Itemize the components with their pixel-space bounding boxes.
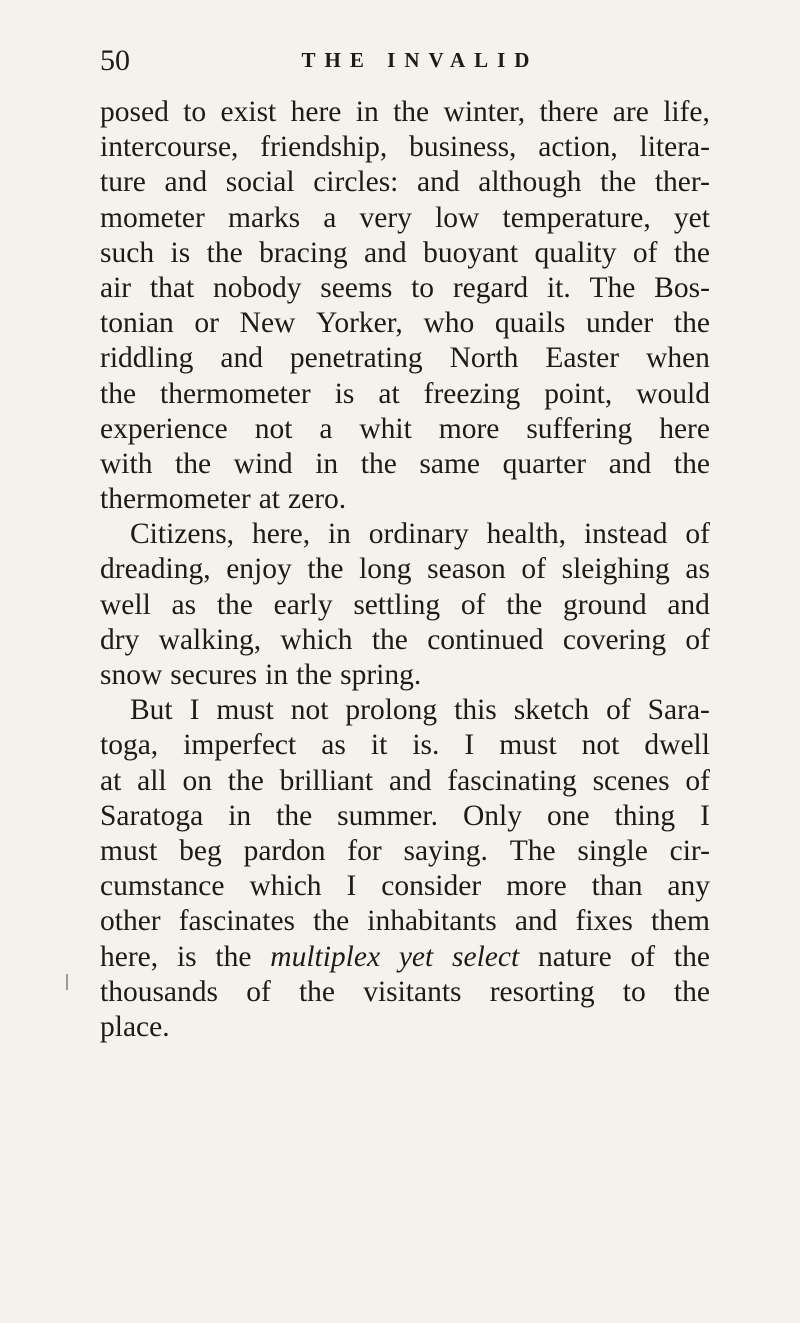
word: the: [673, 236, 710, 269]
word: beg: [179, 834, 222, 867]
word: visitants: [363, 975, 462, 1008]
word: it.: [546, 271, 571, 304]
body-text: [100, 95, 710, 1045]
word: thermometer: [100, 483, 251, 516]
word: all: [137, 764, 167, 797]
running-title: THE INVALID: [301, 48, 539, 72]
word: here: [290, 96, 342, 128]
word: must: [100, 834, 158, 867]
word: the: [276, 799, 313, 832]
word: nobody: [212, 271, 302, 304]
text-line: [100, 517, 710, 552]
word: and: [164, 166, 208, 199]
word: fixes: [575, 905, 633, 938]
word: here: [659, 412, 710, 445]
word: dwell: [644, 729, 710, 762]
word: the: [393, 96, 430, 128]
word: the: [506, 588, 543, 621]
word: of: [685, 764, 710, 797]
word: imperfect: [183, 729, 297, 762]
word: prolong: [345, 694, 438, 727]
word: exist: [220, 96, 277, 128]
word: in: [228, 799, 252, 832]
word: them: [650, 905, 710, 938]
word: The: [509, 834, 556, 867]
word: in: [265, 659, 289, 691]
word: summer.: [337, 799, 438, 832]
word: life,: [663, 96, 710, 128]
word: the: [206, 236, 243, 269]
word: the: [371, 623, 408, 656]
text-line: [100, 377, 710, 412]
word: But: [130, 694, 173, 727]
running-head: [100, 44, 710, 84]
word: and: [514, 905, 558, 938]
word: as: [685, 553, 710, 586]
word: and: [417, 166, 460, 199]
word: thermometer: [160, 377, 311, 410]
word: the: [673, 447, 710, 480]
word: any: [667, 870, 710, 903]
word: than: [591, 870, 643, 903]
word: under: [586, 307, 654, 340]
text-line: [100, 975, 710, 1010]
word: zero.: [288, 483, 347, 516]
word: of: [460, 588, 486, 621]
text-line: [100, 412, 710, 447]
word: as: [171, 588, 197, 621]
word: ground: [563, 588, 647, 621]
word: quails: [494, 307, 566, 340]
word: buoyant: [423, 236, 519, 269]
word: and: [388, 764, 432, 797]
word: the: [307, 553, 344, 586]
word: select: [452, 940, 520, 973]
text-line: [100, 658, 710, 693]
word: on: [182, 764, 212, 797]
word: not: [290, 694, 329, 727]
word: dreading,: [100, 553, 211, 586]
word: sketch: [513, 694, 590, 727]
word: brilliant: [279, 764, 374, 797]
word: the: [298, 975, 335, 1008]
word: penetrating: [289, 342, 423, 375]
text-line: [100, 764, 710, 799]
word: intercourse,: [100, 131, 239, 164]
word: the: [100, 377, 137, 410]
word: yet: [398, 940, 434, 973]
word: New: [239, 307, 296, 340]
word: who: [423, 307, 475, 340]
text-line: [100, 271, 710, 306]
word: yet: [673, 201, 710, 234]
word: ture: [100, 166, 146, 199]
text-line: [100, 728, 710, 763]
word: the: [673, 307, 710, 340]
word: of: [606, 694, 631, 727]
word: in: [327, 518, 351, 551]
word: the: [215, 940, 252, 973]
word: low: [435, 201, 480, 234]
word: it: [370, 729, 388, 762]
word: the: [313, 905, 350, 938]
text-line: [100, 341, 710, 376]
text-line: [100, 588, 710, 623]
word: which: [249, 870, 322, 903]
text-line: [100, 904, 710, 939]
word: whit: [359, 412, 412, 445]
word: is.: [412, 729, 440, 762]
word: at: [378, 377, 400, 410]
word: here,: [251, 518, 311, 551]
word: very: [359, 201, 412, 234]
word: and: [667, 588, 710, 621]
text-line: [100, 552, 710, 587]
text-line: [100, 236, 710, 271]
word: other: [100, 905, 161, 938]
text-line: [100, 799, 710, 834]
word: temperature,: [502, 201, 651, 234]
word: that: [149, 271, 195, 304]
text-line: [100, 306, 710, 341]
word: multiplex: [270, 940, 381, 973]
word: Saratoga: [100, 799, 204, 832]
word: is: [176, 940, 197, 973]
word: I: [700, 799, 710, 832]
word: resorting: [489, 975, 595, 1008]
word: ther-: [654, 166, 710, 199]
word: litera-: [639, 131, 710, 164]
word: continued: [427, 623, 544, 656]
word: mometer: [100, 201, 205, 234]
word: action,: [538, 131, 618, 164]
word: dry: [100, 623, 140, 656]
word: fascinating: [447, 764, 577, 797]
word: enjoy: [226, 553, 292, 586]
word: the: [216, 588, 253, 621]
word: to: [622, 975, 646, 1008]
word: not: [254, 412, 293, 445]
text-line: [100, 834, 710, 869]
word: to: [411, 271, 435, 304]
text-line: [100, 869, 710, 904]
word: and: [608, 447, 652, 480]
word: ordinary: [368, 518, 469, 551]
word: and: [364, 236, 407, 269]
word: is: [170, 236, 191, 269]
text-line: [100, 447, 710, 482]
word: to: [183, 96, 207, 128]
word: Easter: [545, 342, 620, 375]
word: Bos-: [654, 271, 710, 304]
word: thing: [614, 799, 676, 832]
word: the: [175, 447, 212, 480]
word: saying.: [403, 834, 488, 867]
word: of: [632, 236, 658, 269]
word: freezing: [423, 377, 521, 410]
word: of: [685, 518, 710, 551]
word: a: [323, 201, 337, 234]
word: in: [315, 447, 339, 480]
word: Yorker,: [316, 307, 403, 340]
text-line: [100, 693, 710, 728]
word: quarter: [502, 447, 587, 480]
word: such: [100, 236, 155, 269]
word: walking,: [158, 623, 262, 656]
word: not: [581, 729, 620, 762]
word: settling: [353, 588, 441, 621]
word: the: [296, 659, 333, 691]
word: the: [673, 940, 710, 973]
word: early: [273, 588, 333, 621]
word: of: [246, 975, 271, 1008]
word: circles:: [313, 166, 399, 199]
word: Sara-: [647, 694, 710, 727]
word: scenes: [592, 764, 670, 797]
word: a: [319, 412, 333, 445]
text-line: [100, 623, 710, 658]
word: more: [506, 870, 567, 903]
word: business,: [409, 131, 517, 164]
word: The: [589, 271, 636, 304]
word: riddling: [100, 342, 194, 375]
word: at: [258, 483, 281, 516]
word: point,: [544, 377, 613, 410]
word: I: [464, 729, 475, 762]
word: Only: [462, 799, 522, 832]
word: tonian: [100, 307, 174, 340]
word: pardon: [243, 834, 326, 867]
text-line: [100, 165, 710, 200]
word: cir-: [669, 834, 710, 867]
word: which: [280, 623, 353, 656]
word: long: [359, 553, 412, 586]
word: must: [499, 729, 557, 762]
word: with: [100, 447, 153, 480]
word: well: [100, 588, 151, 621]
word: regard: [452, 271, 529, 304]
word: there: [539, 96, 599, 128]
word: social: [225, 166, 295, 199]
word: experience: [100, 412, 228, 445]
word: covering: [562, 623, 667, 656]
text-line: [100, 130, 710, 165]
word: or: [194, 307, 219, 340]
word: thousands: [100, 975, 218, 1008]
word: must: [216, 694, 274, 727]
word: suffering: [526, 412, 633, 445]
word: toga,: [100, 729, 159, 762]
word: is: [334, 377, 355, 410]
word: the: [673, 975, 710, 1008]
word: air: [100, 271, 132, 304]
word: marks: [228, 201, 301, 234]
word: spring.: [340, 659, 422, 691]
word: cumstance: [100, 870, 225, 903]
word: the: [600, 166, 637, 199]
word: would: [636, 377, 710, 410]
word: same: [419, 447, 481, 480]
word: at: [100, 764, 122, 797]
word: of: [630, 940, 656, 973]
word: inhabitants: [367, 905, 497, 938]
word: single: [577, 834, 648, 867]
word: North: [449, 342, 519, 375]
word: when: [646, 342, 710, 375]
word: this: [454, 694, 497, 727]
word: fascinates: [178, 905, 296, 938]
word: seems: [320, 271, 393, 304]
word: wind: [233, 447, 293, 480]
text-line: [100, 95, 710, 130]
word: in: [355, 96, 379, 128]
text-line: [100, 201, 710, 236]
margin-mark: [66, 974, 68, 990]
word: one: [546, 799, 590, 832]
word: consider: [381, 870, 482, 903]
word: I: [189, 694, 200, 727]
word: although: [478, 166, 582, 199]
word: as: [321, 729, 346, 762]
word: more: [438, 412, 500, 445]
word: quality: [534, 236, 617, 269]
word: season: [427, 553, 506, 586]
word: nature: [537, 940, 612, 973]
text-line: [100, 940, 710, 975]
word: posed: [100, 96, 169, 128]
word: bracing: [259, 236, 348, 269]
word: health,: [486, 518, 567, 551]
page-number: 50: [100, 44, 130, 77]
word: the: [227, 764, 264, 797]
word: and: [220, 342, 263, 375]
word: winter,: [443, 96, 526, 128]
word: friendship,: [260, 131, 388, 164]
word: the: [360, 447, 397, 480]
word: Citizens,: [130, 518, 235, 551]
word: place.: [100, 1010, 170, 1043]
word: secures: [170, 659, 258, 691]
text-line: [100, 1010, 710, 1045]
word: instead: [583, 518, 668, 551]
word: sleighing: [561, 553, 670, 586]
word: of: [521, 553, 546, 586]
word: here,: [100, 940, 159, 973]
word: of: [685, 623, 710, 656]
text-line: [100, 482, 710, 517]
word: are: [612, 96, 649, 128]
word: I: [346, 870, 357, 903]
word: snow: [100, 659, 163, 691]
word: for: [347, 834, 382, 867]
